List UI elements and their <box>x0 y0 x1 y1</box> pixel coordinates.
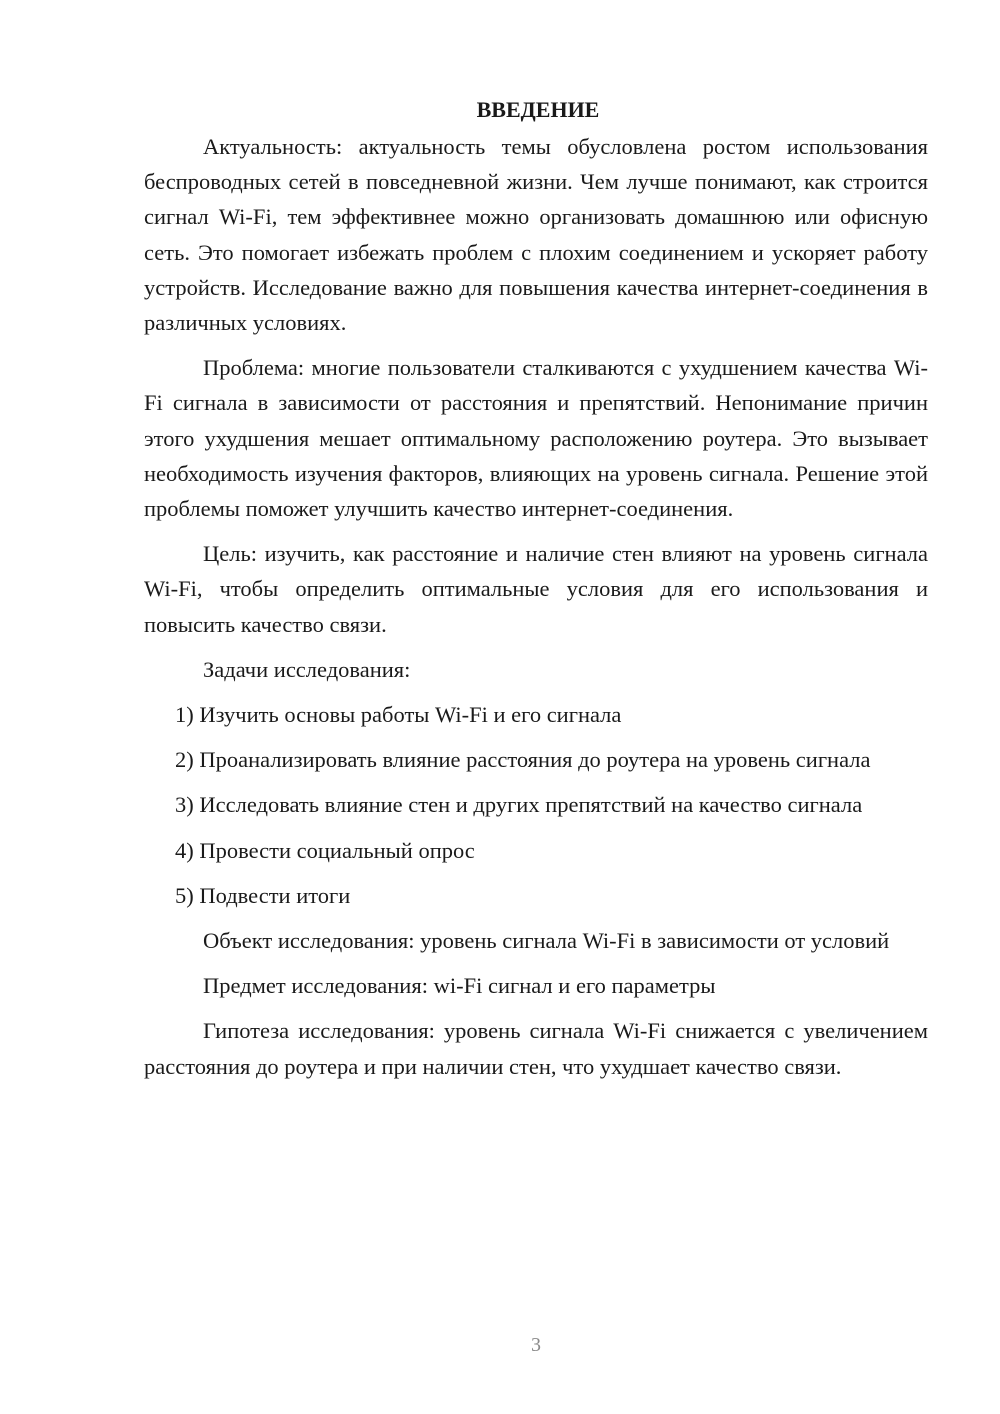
paragraph-subject: Предмет исследования: wi-Fi сигнал и его параметры <box>203 973 716 999</box>
document-page <box>144 92 928 1094</box>
section-title: ВВЕДЕНИЕ <box>476 97 600 122</box>
paragraph-object: Объект исследования: уровень сигнала Wi-Fi в зависимости от условий <box>203 928 890 954</box>
paragraph-goal: Цель: изучить, как расстояние и наличие стен влияют на уровень сигнала Wi-Fi, чтобы определить оптимальные условия для его использования и повысить качество связи. <box>144 541 928 637</box>
task-item: 5) Подвести итоги <box>175 882 351 908</box>
task-item: 3) Исследовать влияние стен и других препятствий на качество сигнала <box>175 792 863 818</box>
paragraph-tasks-heading: Задачи исследования: <box>203 656 411 682</box>
task-item: 1) Изучить основы работы Wi-Fi и его сигнала <box>175 702 622 728</box>
paragraph-hypothesis: Гипотеза исследования: уровень сигнала Wi-Fi снижается с увеличением расстояния до роутера и при наличии стен, что ухудшает качество связи. <box>144 1018 928 1079</box>
paragraph-problem: Проблема: многие пользователи сталкиваются с ухудшением качества Wi-Fi сигнала в зависимости от расстояния и препятствий. Непонимание причин этого ухудшения мешает оптимальному расположению роутера. Это вызывает необходимость изучения факторов, влияющих на уровень сигнала. Решение этой проблемы поможет улучшить качество интернет-соединения. <box>144 355 928 522</box>
page-number: 3 <box>531 1334 541 1356</box>
task-item: 2) Проанализировать влияние расстояния до роутера на уровень сигнала <box>175 747 871 773</box>
task-item: 4) Провести социальный опрос <box>175 837 475 863</box>
paragraph-relevance: Актуальность: актуальность темы обусловлена ростом использования беспроводных сетей в повседневной жизни. Чем лучше понимают, как строится сигнал Wi-Fi, тем эффективнее можно организовать домашнюю или офисную сеть. Это помогает избежать проблем с плохим соединением и ускоряет работу устройств. Исследование важно для повышения качества интернет-соединения в различных условиях. <box>144 134 928 336</box>
